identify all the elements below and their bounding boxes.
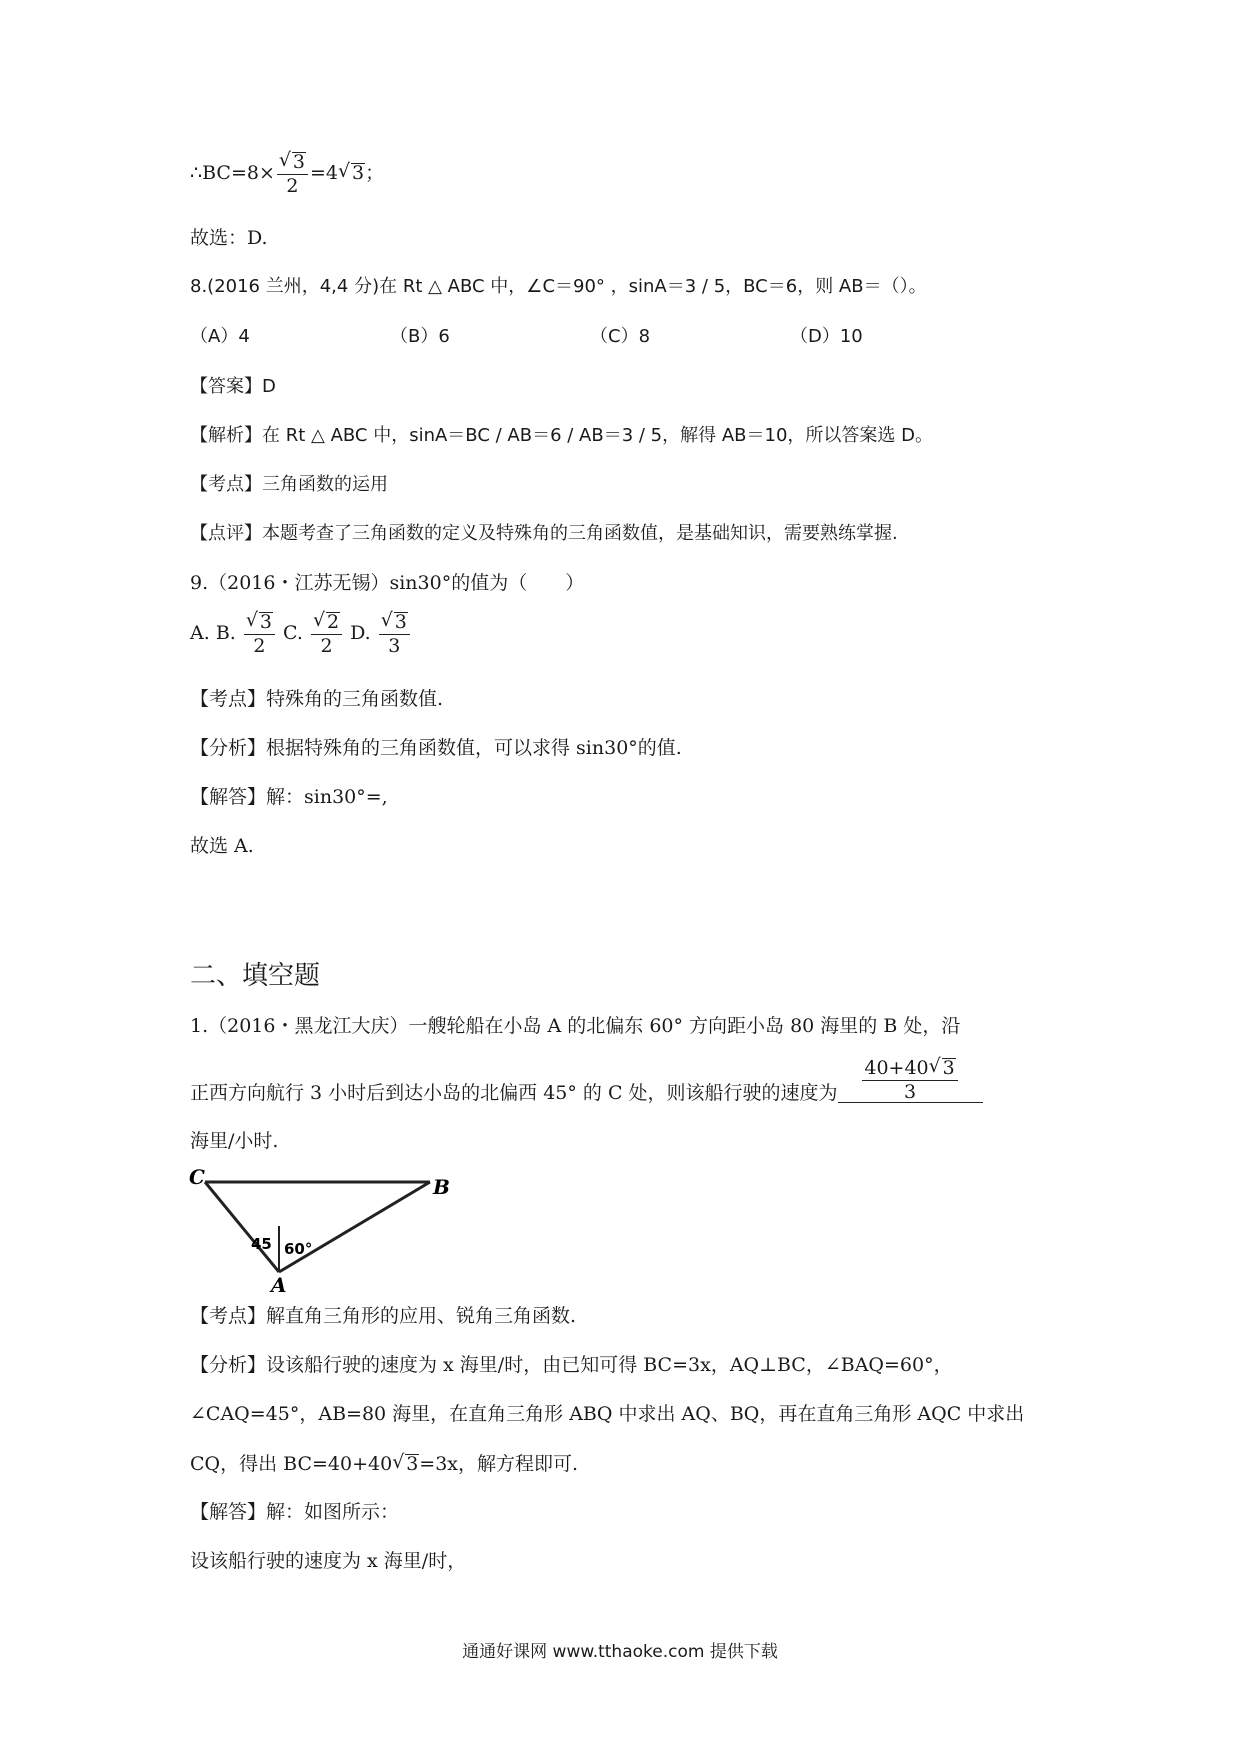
q8-stem: 8.(2016 兰州，4,4 分)在 Rt △ ABC 中，∠C＝90° ，sinA＝3 / 5，BC＝6，则 AB＝（）。 — [190, 276, 927, 297]
line-ca — [205, 1182, 279, 1272]
q8-analysis: 【解析】在 Rt △ ABC 中，sinA＝BC / AB＝6 / AB＝3 / 5，解得 AB＝10，所以答案选 D。 — [190, 425, 933, 446]
angle-60-label: 60° — [284, 1240, 313, 1258]
choice-d: 故选：D. — [190, 227, 268, 249]
label-b: B — [433, 1175, 450, 1199]
line-ab — [279, 1182, 430, 1272]
f1-line3: 海里/小时. — [190, 1130, 279, 1152]
f1-analysis-2: ∠CAQ=45°，AB=80 海里，在直角三角形 ABQ 中求出 AQ、BQ，再在直角三角形 AQC 中求出 — [190, 1403, 1025, 1425]
page-footer: 通通好课网 www.tthaoke.com 提供下载 — [462, 1642, 778, 1662]
f1-solution: 【解答】解：如图所示： — [190, 1501, 400, 1523]
q9-point: 【考点】特殊角的三角函数值. — [190, 688, 444, 710]
q9-option-b-fraction: √ $\frac{3}{2}$ — [244, 612, 275, 656]
q9-solution: 【解答】解：sin30°=, — [190, 786, 388, 808]
f1-analysis-3: CQ，得出 BC=40+40√ 3=3x，解方程即可. — [190, 1454, 578, 1474]
section-title: 二、填空题 — [190, 961, 321, 991]
f1-answer-blank — [838, 1058, 983, 1103]
q9-analysis: 【分析】根据特殊角的三角函数值，可以求得 sin30°的值. — [190, 737, 682, 759]
fraction-sqrt3-over-2: √ $\frac{3}{2}$ — [277, 152, 308, 196]
q8-options — [190, 328, 990, 346]
q8-answer: 【答案】D — [190, 376, 276, 397]
f1-last-line: 设该船行驶的速度为 x 海里/时， — [190, 1550, 467, 1572]
f1-answer-fraction: $\frac{40+40√ 3}{3}$ — [862, 1058, 957, 1102]
angle-45-label: 45 — [251, 1235, 272, 1253]
q9-option-d-fraction: √ $\frac{3}{3}$ — [379, 612, 410, 656]
q8-option-a: （A）4 — [190, 326, 250, 347]
f1-line2: 正西方向航行 3 小时后到达小岛的北偏西 45° 的 C 处，则该船行驶的速度为 $\frac{40+40√ 3}{3}$ — [190, 1058, 983, 1103]
triangle-figure — [185, 1168, 465, 1293]
q8-review: 【点评】本题考查了三角函数的定义及特殊角的三角函数值，是基础知识，需要熟练掌握. — [190, 523, 898, 544]
q8-point: 【考点】三角函数的运用 — [190, 474, 388, 495]
f1-analysis-1: 【分析】设该船行驶的速度为 x 海里/时，由已知可得 BC=3x，AQ⊥BC，∠BAQ=60°， — [190, 1354, 953, 1376]
q9-stem: 9.（2016・江苏无锡）sin30°的值为（ ） — [190, 572, 585, 594]
q8-option-d: （D）10 — [790, 326, 863, 347]
label-c: C — [189, 1168, 205, 1189]
f1-point: 【考点】解直角三角形的应用、锐角三角函数. — [190, 1305, 577, 1327]
bc-equation: ∴BC=8× √ $\frac{3}{2}$ =4√ 3； — [190, 152, 384, 196]
label-a: A — [271, 1273, 287, 1293]
f1-line1: 1.（2016・黑龙江大庆）一艘轮船在小岛 A 的北偏东 60° 方向距小岛 80 海里的 B 处，沿 — [190, 1015, 961, 1037]
q9-choice: 故选 A. — [190, 835, 254, 857]
q9-options: A. B. √ $\frac{3}{2}$ C. √ $\frac{2}{2}$ D. √ $\frac{3}{3}$ — [190, 612, 412, 656]
q8-option-b: （B）6 — [390, 326, 450, 347]
q8-option-c: （C）8 — [590, 326, 651, 347]
q9-option-c-fraction: √ $\frac{2}{2}$ — [311, 612, 342, 656]
